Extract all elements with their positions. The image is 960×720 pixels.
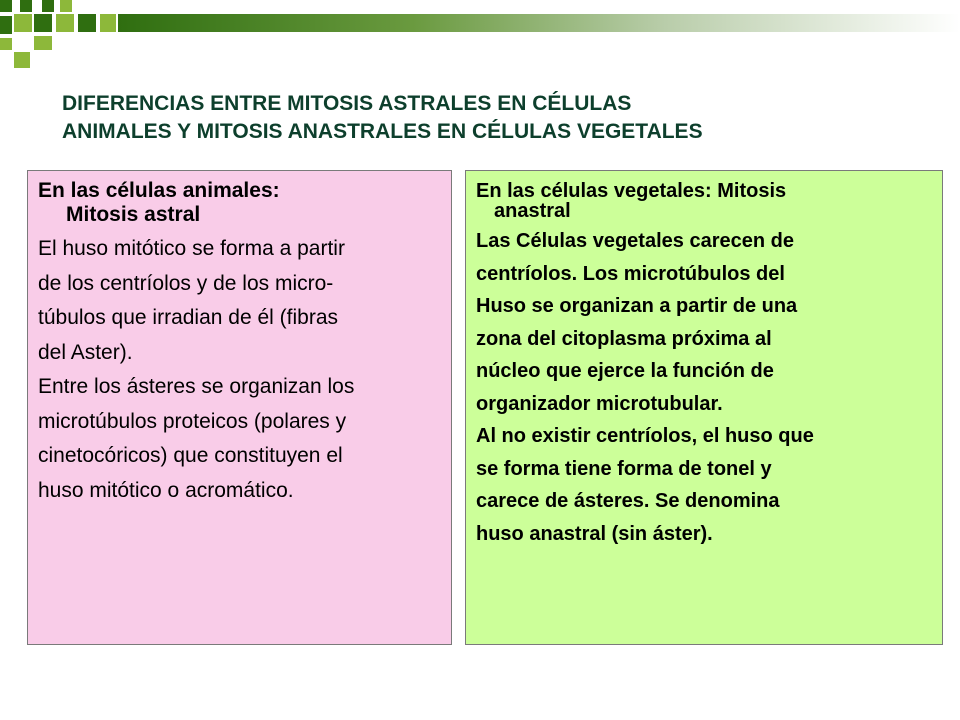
animal-subheading: Mitosis astral — [66, 203, 201, 226]
plant-heading: En las células vegetales: Mitosis — [476, 180, 787, 202]
animal-heading: En las células animales: — [38, 179, 280, 202]
animal-paragraph-2 — [38, 370, 441, 508]
plant-subheading: anastral — [494, 200, 571, 222]
text-line: El huso mitótico se forma a partir — [38, 237, 345, 260]
text-line: microtúbulos proteicos (polares y — [38, 409, 347, 433]
deco-square — [0, 16, 12, 34]
text-line: túbulos que irradian de él (fibras — [38, 306, 339, 329]
text-line: núcleo que ejerce la función de — [476, 360, 774, 382]
text-line: zona del citoplasma próxima al — [476, 327, 772, 350]
title-line: ANIMALES Y MITOSIS ANASTRALES EN CÉLULAS VEGETALES — [62, 120, 703, 143]
text-line: carece de ásteres. Se denomina — [476, 490, 780, 512]
deco-square — [20, 0, 32, 12]
text-line: centríolos. Los microtúbulos del — [476, 262, 785, 285]
text-line: de los centríolos y de los micro- — [38, 271, 334, 295]
deco-square — [60, 0, 72, 12]
deco-square — [100, 14, 116, 32]
text-line: Huso se organizan a partir de una — [476, 295, 798, 317]
page-title — [62, 90, 922, 146]
text-line: huso mitótico o acromático. — [38, 478, 294, 502]
deco-square — [42, 0, 54, 12]
animal-cells-box — [27, 170, 452, 645]
text-line: Al no existir centríolos, el huso que — [476, 425, 814, 447]
animal-paragraph-1 — [38, 232, 441, 370]
plant-cells-box — [465, 170, 943, 645]
plant-paragraph-1 — [476, 225, 932, 420]
deco-square — [14, 52, 30, 68]
deco-square — [78, 14, 96, 32]
text-line: organizador microtubular. — [476, 392, 723, 415]
deco-square — [0, 0, 12, 12]
deco-square — [0, 38, 12, 50]
deco-square — [34, 14, 52, 32]
deco-square — [56, 14, 74, 32]
deco-square — [34, 36, 52, 50]
text-line: Las Células vegetales carecen de — [476, 230, 794, 252]
title-line: DIFERENCIAS ENTRE MITOSIS ASTRALES EN CÉLULAS — [62, 92, 632, 115]
plant-paragraph-2 — [476, 420, 932, 550]
text-line: del Aster). — [38, 340, 133, 364]
text-line: cinetocóricos) que constituyen el — [38, 444, 343, 467]
text-line: se forma tiene forma de tonel y — [476, 457, 772, 480]
header-gradient-bar — [118, 14, 960, 32]
text-line: huso anastral (sin áster). — [476, 522, 713, 545]
deco-square — [14, 14, 32, 32]
text-line: Entre los ásteres se organizan los — [38, 375, 355, 398]
